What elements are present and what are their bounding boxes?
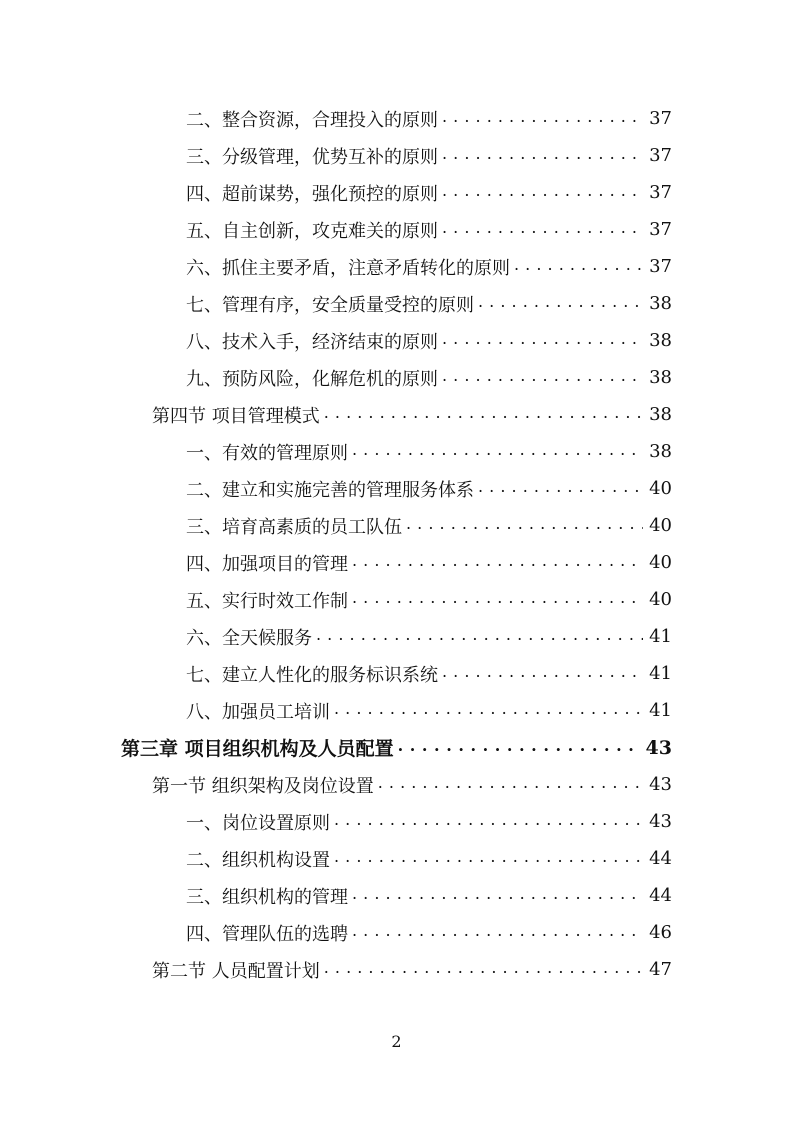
- dot-leader: [398, 738, 640, 758]
- toc-entry-title: 七、管理有序，安全质量受控的原则: [186, 291, 478, 317]
- toc-entry-page: 38: [649, 330, 672, 351]
- dot-leader: [442, 331, 643, 351]
- toc-entry-title: 九、预防风险，化解危机的原则: [186, 365, 442, 391]
- toc-entry[interactable]: [186, 544, 672, 581]
- toc-entry-page: 37: [649, 145, 672, 166]
- toc-entry-page: 38: [649, 293, 672, 314]
- toc-entry-title: 第四节 项目管理模式: [152, 402, 324, 428]
- toc-entry-title: 八、加强员工培训: [186, 698, 334, 724]
- toc-entry[interactable]: [186, 211, 672, 248]
- toc-entry-page: 40: [649, 515, 672, 536]
- toc-entry-title: 二、组织机构设置: [186, 846, 334, 872]
- toc-chapter-entry[interactable]: [121, 729, 672, 766]
- toc-entry-page: 38: [649, 404, 672, 425]
- toc-entry[interactable]: [186, 248, 672, 285]
- dot-leader: [442, 664, 643, 684]
- toc-entry-page: 37: [649, 219, 672, 240]
- toc-entry[interactable]: [186, 322, 672, 359]
- toc-entry[interactable]: [186, 470, 672, 507]
- toc-entry-title: 二、整合资源，合理投入的原则: [186, 106, 442, 132]
- toc-entry-page: 37: [649, 182, 672, 203]
- dot-leader: [352, 553, 643, 573]
- toc-entry[interactable]: [186, 803, 672, 840]
- dot-leader: [334, 701, 643, 721]
- toc-entry[interactable]: [152, 951, 672, 988]
- toc-entry-title: 一、有效的管理原则: [186, 439, 352, 465]
- toc-entry-title: 三、培育高素质的员工队伍: [186, 513, 406, 539]
- toc-entry-title: 二、建立和实施完善的管理服务体系: [186, 476, 478, 502]
- dot-leader: [514, 257, 643, 277]
- toc-entry-title: 八、技术入手，经济结束的原则: [186, 328, 442, 354]
- toc-entry-page: 40: [649, 478, 672, 499]
- toc-entry-title: 五、自主创新，攻克难关的原则: [186, 217, 442, 243]
- dot-leader: [334, 849, 643, 869]
- toc-entry-title: 三、分级管理，优势互补的原则: [186, 143, 442, 169]
- toc-entry[interactable]: [186, 137, 672, 174]
- toc-entry[interactable]: [186, 655, 672, 692]
- toc-entry[interactable]: [186, 840, 672, 877]
- dot-leader: [478, 479, 643, 499]
- toc-entry-title: 六、抓住主要矛盾，注意矛盾转化的原则: [186, 254, 514, 280]
- dot-leader: [334, 812, 643, 832]
- toc-entry-page: 37: [649, 108, 672, 129]
- dot-leader: [442, 109, 643, 129]
- dot-leader: [442, 220, 643, 240]
- toc-entry[interactable]: [186, 618, 672, 655]
- toc-entry-page: 43: [649, 774, 672, 795]
- toc-entry[interactable]: [186, 507, 672, 544]
- toc-entry-title: 第二节 人员配置计划: [152, 957, 324, 983]
- toc-entry-title: 六、全天候服务: [186, 624, 316, 650]
- dot-leader: [316, 627, 643, 647]
- toc-entry-page: 40: [649, 589, 672, 610]
- toc-entry[interactable]: [152, 396, 672, 433]
- toc-entry[interactable]: [186, 285, 672, 322]
- toc-entry-title: 一、岗位设置原则: [186, 809, 334, 835]
- toc-entry[interactable]: [152, 766, 672, 803]
- dot-leader: [406, 516, 643, 536]
- toc-entry-page: 41: [649, 663, 672, 684]
- toc-entry-page: 37: [649, 256, 672, 277]
- dot-leader: [324, 960, 643, 980]
- toc-entry[interactable]: [186, 174, 672, 211]
- toc-entry-title: 四、超前谋势，强化预控的原则: [186, 180, 442, 206]
- dot-leader: [442, 368, 643, 388]
- dot-leader: [478, 294, 643, 314]
- toc-entry-page: 40: [649, 552, 672, 573]
- toc-entry-page: 44: [649, 885, 672, 906]
- toc-entry[interactable]: [186, 359, 672, 396]
- toc-entry-page: 44: [649, 848, 672, 869]
- dot-leader: [352, 442, 643, 462]
- toc-entry-page: 38: [649, 367, 672, 388]
- dot-leader: [352, 923, 643, 943]
- toc-entry-title: 第三章 项目组织机构及人员配置: [121, 734, 398, 761]
- toc-entry-page: 43: [645, 736, 672, 759]
- dot-leader: [442, 183, 643, 203]
- toc-entry-title: 四、加强项目的管理: [186, 550, 352, 576]
- toc-entry-page: 46: [649, 922, 672, 943]
- toc-entry-title: 五、实行时效工作制: [186, 587, 352, 613]
- dot-leader: [378, 775, 643, 795]
- toc-entry-title: 七、建立人性化的服务标识系统: [186, 661, 442, 687]
- dot-leader: [442, 146, 643, 166]
- toc-entry[interactable]: [186, 692, 672, 729]
- dot-leader: [324, 405, 643, 425]
- toc-entry[interactable]: [186, 877, 672, 914]
- toc-entry[interactable]: [186, 914, 672, 951]
- toc-entry[interactable]: [186, 433, 672, 470]
- toc-entry-page: 43: [649, 811, 672, 832]
- page-number: 2: [391, 1032, 402, 1051]
- toc-entry-title: 第一节 组织架构及岗位设置: [152, 772, 378, 798]
- toc-entry-page: 38: [649, 441, 672, 462]
- toc-entry-page: 41: [649, 700, 672, 721]
- toc-entry-title: 四、管理队伍的选聘: [186, 920, 352, 946]
- toc-entry-page: 41: [649, 626, 672, 647]
- toc-entry-page: 47: [649, 959, 672, 980]
- toc-entry[interactable]: [186, 581, 672, 618]
- dot-leader: [352, 886, 643, 906]
- dot-leader: [352, 590, 643, 610]
- toc-entry[interactable]: [186, 100, 672, 137]
- toc-entry-title: 三、组织机构的管理: [186, 883, 352, 909]
